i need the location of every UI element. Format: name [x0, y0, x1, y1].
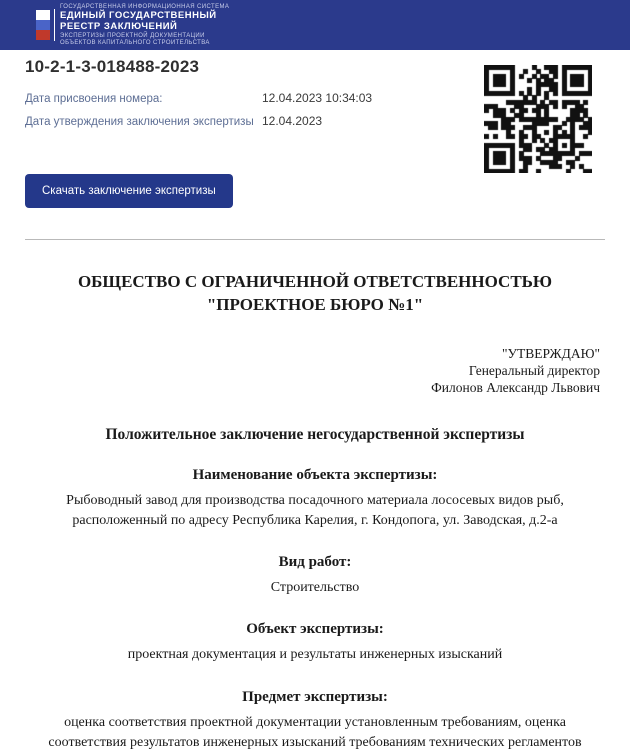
header-separator: [54, 9, 55, 41]
organization-name-line1: ОБЩЕСТВО С ОГРАНИЧЕННОЙ ОТВЕТСТВЕННОСТЬЮ: [77, 272, 553, 291]
app-header: [0, 0, 630, 50]
russian-flag-icon: [36, 10, 50, 40]
qr-code-image: [484, 65, 592, 173]
section-heading: Предмет экспертизы:: [242, 688, 388, 705]
conclusion-title: Положительное заключение негосударственной экспертизы: [105, 425, 525, 443]
header-logo-text: [60, 3, 229, 48]
section-text: оценка соответствия проектной документации установленным требованиям, оценка соответствия результатов инженерных изысканий требованиям технических регламентов: [48, 714, 582, 750]
approver-position: Генеральный директор: [468, 362, 600, 378]
download-conclusion-button[interactable]: Скачать заключение экспертизы: [25, 174, 233, 208]
conclusion-number: 10-2-1-3-018488-2023: [25, 57, 200, 76]
section-divider: [25, 239, 605, 240]
approver-name: Филонов Александр Львович: [431, 379, 600, 395]
field-label: Дата утверждения заключения экспертизы: [25, 116, 254, 128]
organization-title: [25, 271, 605, 317]
section-work-type: [25, 554, 605, 598]
approval-stamp: "УТВЕРЖДАЮ": [501, 345, 600, 361]
section-object-name: [25, 467, 605, 532]
header-system-line: ГОСУДАРСТВЕННАЯ ИНФОРМАЦИОННАЯ СИСТЕМА: [60, 3, 230, 10]
organization-name-line2: "ПРОЕКТНОЕ БЮРО №1": [206, 294, 424, 314]
section-text: проектная документация и результаты инженерных изысканий: [127, 647, 503, 663]
section-heading: Вид работ:: [278, 554, 352, 571]
section-text: Рыбоводный завод для производства посадочного материала лососевых видов рыб, расположенный по адресу Республика Карелия, г. Кондопога, ул. Заводская, д.2-а: [66, 492, 564, 528]
section-heading: Объект экспертизы:: [246, 621, 384, 638]
field-value: 12.04.2023 10:34:03: [262, 91, 373, 105]
conclusion-document: [0, 271, 630, 750]
approval-block: [25, 346, 605, 397]
field-value: 12.04.2023: [262, 114, 323, 128]
header-subtitle-line1: ЭКСПЕРТИЗЫ ПРОЕКТНОЙ ДОКУМЕНТАЦИИ: [60, 33, 205, 40]
flag-band-blue: [36, 20, 50, 30]
header-subtitle-line2: ОБЪЕКТОВ КАПИТАЛЬНОГО СТРОИТЕЛЬСТВА: [60, 40, 210, 47]
header-title-line1: ЕДИНЫЙ ГОСУДАРСТВЕННЫЙ: [60, 10, 217, 22]
flag-band-white: [36, 10, 50, 20]
section-expertise-subject: [25, 689, 605, 750]
qr-code: [484, 65, 592, 173]
registry-info-section: [0, 50, 630, 208]
header-title-line2: РЕЕСТР ЗАКЛЮЧЕНИЙ: [60, 21, 178, 33]
section-expertise-object: [25, 621, 605, 665]
flag-band-red: [36, 30, 50, 40]
section-heading: Наименование объекта экспертизы:: [192, 466, 438, 483]
section-text: Строительство: [270, 580, 360, 596]
field-label: Дата присвоения номера:: [25, 93, 163, 105]
